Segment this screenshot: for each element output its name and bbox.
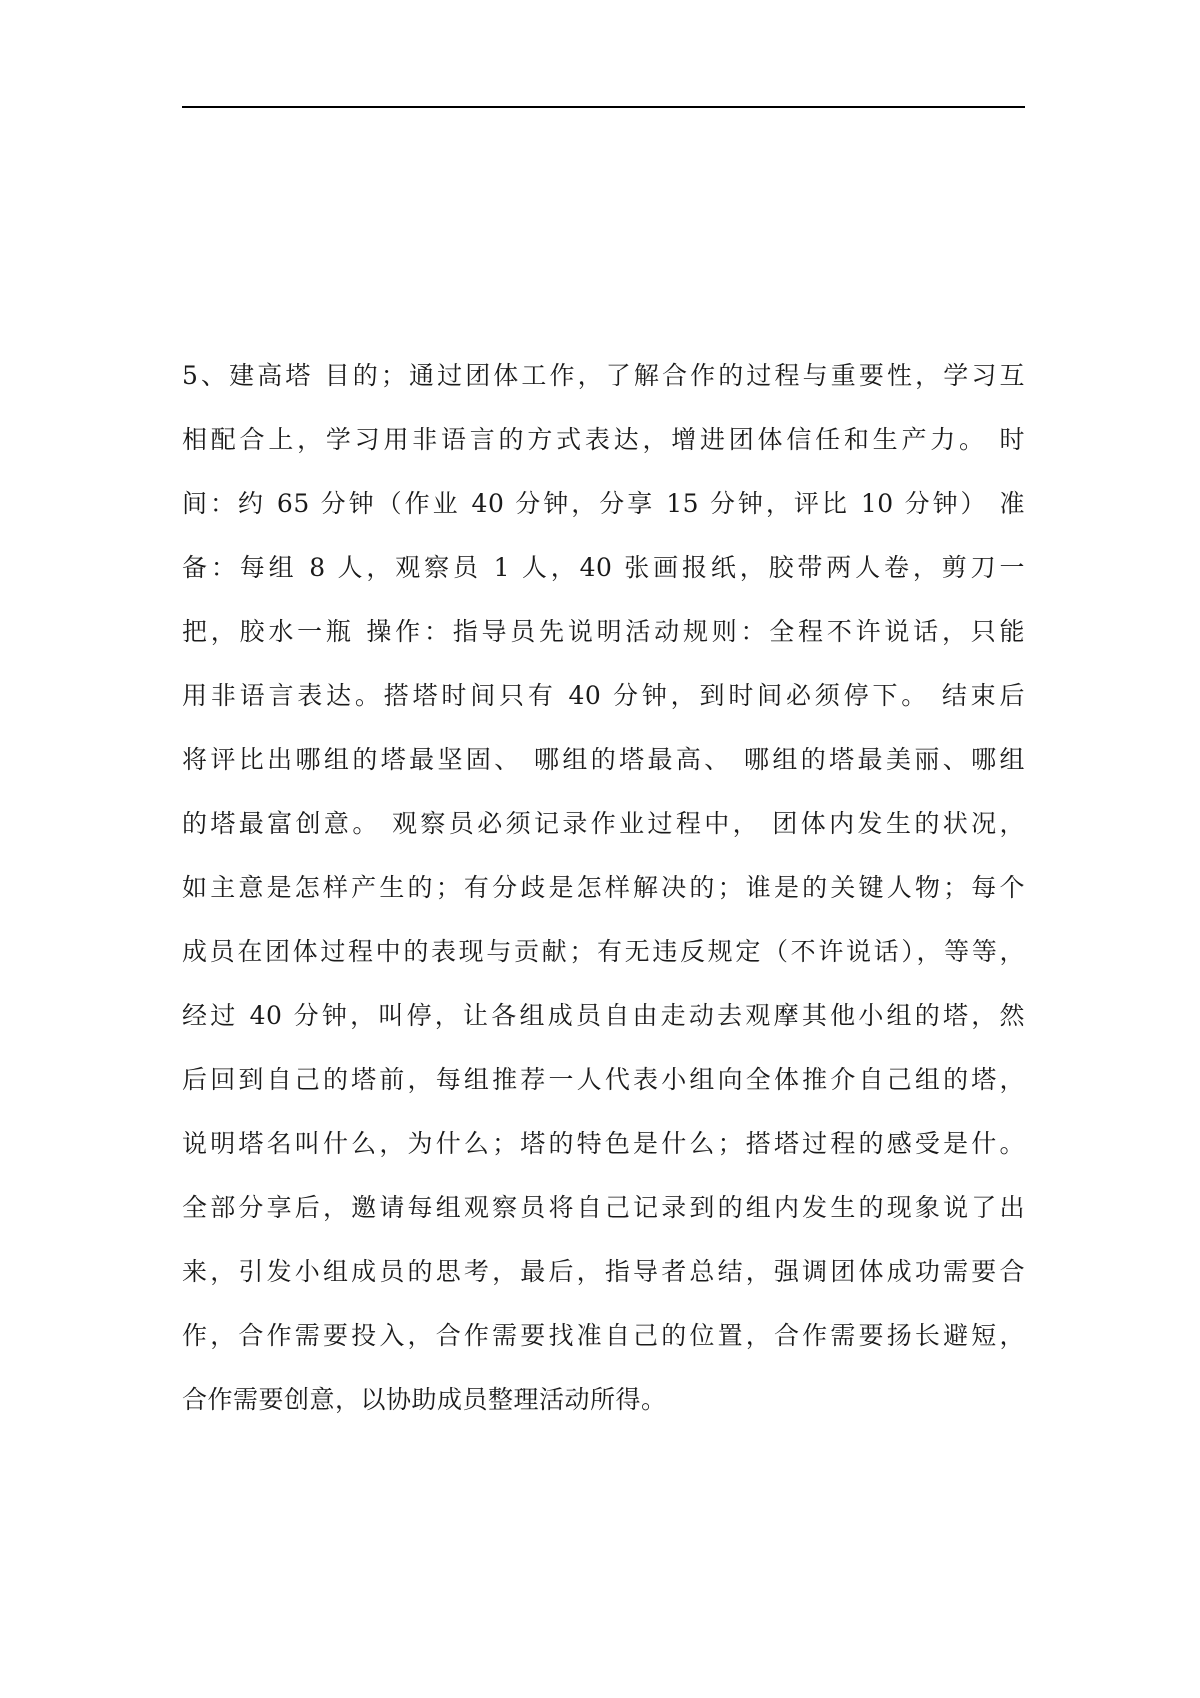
text-line: 说明塔名叫什么，为什么；塔的特色是什么；搭塔过程的感受是什。 <box>182 1129 1025 1158</box>
text-line: 合作需要创意，以协助成员整理活动所得。 <box>182 1385 667 1414</box>
text-line: 经过 40 分钟，叫停，让各组成员自由走动去观摩其他小组的塔，然 <box>182 1001 1025 1030</box>
text-line: 来，引发小组成员的思考，最后，指导者总结，强调团体成功需要合 <box>182 1257 1025 1286</box>
text-line: 备：每组 8 人，观察员 1 人，40 张画报纸，胶带两人卷，剪刀一 <box>182 553 1025 582</box>
text-line: 的塔最富创意。 观察员必须记录作业过程中， 团体内发生的状况， <box>182 809 1025 838</box>
text-line: 作，合作需要投入，合作需要找准自己的位置，合作需要扬长避短， <box>182 1321 1025 1350</box>
text-line: 间：约 65 分钟（作业 40 分钟，分享 15 分钟，评比 10 分钟） 准 <box>182 489 1025 518</box>
text-line: 后回到自己的塔前，每组推荐一人代表小组向全体推介自己组的塔， <box>182 1065 1025 1094</box>
text-line: 5、建高塔 目的；通过团体工作，了解合作的过程与重要性，学习互 <box>182 361 1025 390</box>
text-line: 全部分享后，邀请每组观察员将自己记录到的组内发生的现象说了出 <box>182 1193 1025 1222</box>
text-line: 相配合上，学习用非语言的方式表达，增进团体信任和生产力。 时 <box>182 425 1025 454</box>
text-line: 把，胶水一瓶 操作：指导员先说明活动规则：全程不许说话，只能 <box>182 617 1025 646</box>
text-line: 用非语言表达。搭塔时间只有 40 分钟，到时间必须停下。 结束后 <box>182 681 1025 710</box>
text-line: 将评比出哪组的塔最坚固、 哪组的塔最高、 哪组的塔最美丽、哪组 <box>182 745 1025 774</box>
text-line: 成员在团体过程中的表现与贡献；有无违反规定（不许说话），等等， <box>182 937 1025 966</box>
body-paragraph <box>182 344 1025 1432</box>
text-line: 如主意是怎样产生的；有分歧是怎样解决的；谁是的关键人物；每个 <box>182 873 1025 902</box>
header-rule <box>182 106 1025 108</box>
